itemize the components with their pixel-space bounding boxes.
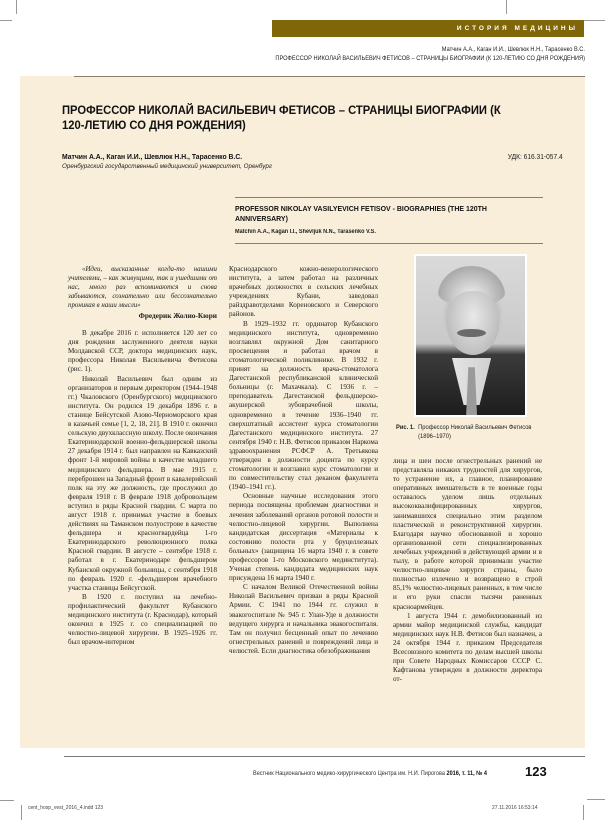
- udc-code: УДК: 616.31-057.4: [508, 152, 563, 161]
- running-head-title: ПРОФЕССОР НИКОЛАЙ ВАСИЛЬЕВИЧ ФЕТИСОВ – СТРАНИЦЫ БИОГРАФИИ (К 120-ЛЕТИЮ СО ДНЯ РОЖДЕНИЯ): [275, 55, 585, 62]
- paragraph: 1 августа 1944 г. демобилизованный из армии майор медицинской службы, кандидат медицинских наук Н.В. Фетисов был назначен, а 24 октября 1944 г. приказом Председателя Всесоюзного комитета по делам высшей школы при Совете Народных Комиссаров СССР С. Кафтанова утвержден в должности директора от-: [393, 611, 542, 684]
- journal-issue: 2016, т. 11, № 4: [446, 770, 487, 777]
- text-column-2: [229, 265, 378, 656]
- paragraph: С началом Великой Отечественной войны Николай Васильевич призван в ряды Красной Армии. С 1941 по 1944 гг. служил в эвакогоспитале № 945 г. Улан-Уде в должности ведущего хирурга и начальника эвакогоспиталя. Там он получил бесценный опыт по лечению огнестрельных ранений и повреждений лица и челюстей. Если диагностика обезображивания: [229, 583, 378, 655]
- page-number: 123: [525, 764, 547, 779]
- journal-name: Вестник Национального медико-хирургического Центра им. Н.И. Пирогова: [253, 770, 445, 777]
- epigraph-text: «Идеи, высказанные когда-то нашими учителями, – как живущими, так и ушедшими от нас, много раз вспоминаются и снова забываются, сознательно или бессознательно проникая в наши мысли»: [68, 266, 217, 309]
- crop-mark: [21, 805, 22, 820]
- section-band: ИСТОРИЯ МЕДИЦИНЫ: [272, 20, 584, 37]
- paragraph: Краснодарского кожно-венерологического института, а затем работал на различных врачебных должностях в сельских лечебных учреждениях Кубани, заведовал райздравотделами Кореновского и Северского районов.: [229, 265, 378, 319]
- epigraph-author: Фредерик Жолио-Кюри: [138, 311, 217, 320]
- divider: [74, 76, 585, 77]
- portrait-face: [447, 291, 499, 355]
- article-title-en: PROFESSOR NIKOLAY VASILYEVICH FETISOV - BIOGRAPHIES (THE 120TH ANNIVERSARY): [235, 204, 487, 223]
- print-slug-file: cent_hosp_vest_2016_4.indd 123: [28, 805, 104, 811]
- authors-en: Matchin A.A., Kagan I.I., Shevljuk N.N., Tarasenko V.S.: [235, 229, 376, 235]
- divider: [235, 197, 543, 198]
- figure-caption: [396, 424, 534, 441]
- print-slug-timestamp: 27.11.2016 16:53:14: [492, 805, 538, 811]
- crop-mark: [0, 800, 14, 801]
- portrait-image: [416, 256, 525, 415]
- paragraph: лица и шеи после огнестрельных ранений не представляла никаких трудностей для хирургов, то устранение их, а главное, планирование оперативных вмешательств в те военные годы оставалось уделом лишь отдельных высококвалифицированных хирургов, занимавшихся специально этим разделом пластической и реконструктивной хирургии. Благодаря научно обоснованной и хорошо организованной сети специализированных лечебных учреждений в действующей армии и в тылу, в работе которой принимали участие челюстно-лицевые хирурги страны, было полностью излечено и возвращено в строй 85,1% челюстно-лицевых раненных, в том числе и его руки спасли тысячи раненных красноармейцев.: [393, 457, 542, 611]
- figure-label: Рис. 1.: [396, 424, 415, 431]
- paragraph: В декабре 2016 г. исполняется 120 лет со дня рождения заслуженного деятеля науки Молдавской ССР, доктора медицинских наук, профессора Николая Васильевича Фетисова (рис. 1).: [68, 329, 217, 374]
- paragraph: Николай Васильевич был одним из организаторов и первым директором (1944–1948 гг.) Чкаловского (Оренбургского) медицинского института. Он родился 19 декабря 1896 г. в станице Бейсутской Азово-Черноморского края в казачьей семье [1, 2, 18, 21]. В 1910 г. окончил сельскую двухклассную школу. После окончания Екатеринодарской военно-фельдшерской школы 27 декабря 1914 г. был направлен на Кавказский фронт 1-й мировой войны в качестве младшего медицинского фельдшера. В мае 1915 г. переброшен на Западный фронт в кавалерийский полк на эту же должность, где прослужил до февраля 1918 г. В феврале 1918 добровольцем вступил в ряды Красной гвардии. С марта по август 1918 г. принимал участие в боевых действиях на Таманском полуострове в качестве фельдшера и красногвардейца 1-го Екатеринодарского революционного полка Красной гвардии. В августе – сентябре 1918 г. работал в г. Екатеринодаре фельдшером Кубанской окружной больницы, с сентября 1918 по февраль 1920 г. -фельдшером врачебного участка станицы Бейсугской.: [68, 374, 217, 592]
- paragraph: Основные научные исследования этого периода посвящены проблемам диагностики и лечения заболеваний органов ротовой полости и челюстно-лицевой хирургии. Выполнена кандидатская диссертация «Материалы к состоянию полости рта у бруцеллезных больных» (защищена 16 марта 1940 г. в совете профессоров 1-го Московского мединститута). Ученая степень кандидата медицинских наук присуждена 16 марта 1940 г.: [229, 492, 378, 583]
- authors-ru: Матчин А.А., Каган И.И., Шевлюк Н.Н., Тарасенко В.С.: [62, 152, 243, 161]
- figure-caption-text: Профессор Николай Васильевич Фетисов (1896–1970): [418, 424, 532, 440]
- paragraph: В 1920 г. поступил на лечебно-профилактический факультет Кубанского медицинского института (г. Краснодар), который окончил в 1925 г. со специализацией по челюстно-лицевой хирургии. В 1925–1926 гг. был врачом-интерном: [68, 592, 217, 647]
- portrait-moustache: [457, 329, 485, 337]
- paragraph: В 1929–1932 гг. ординатор Кубанского медицинского института, одновременно возглавлял окружной Дом санитарного просвещения и работал врачом в стоматологической поликлинике. В 1932 г. принят на должность врача-стоматолога Дагестанской республиканской клинической больницы (г. Махачкала). С 1936 г. – преподаватель Дагестанской фельдшерско-акушерской зубоврачебной школы, одновременно в течение 1936–1940 гг. сверхштатный ассистент курса стоматологии Дагестанского медицинского института. 27 сентября 1940 г. Н.В. Фетисов приказом Наркома здравоохранения РСФСР А. Третьякова утвержден в должности доцента по курсу стоматологии и возглавил курс стоматологии и по совместительству стал деканом факультета (1940–1941 гг.).: [229, 319, 378, 492]
- affiliation-ru: Оренбургский государственный медицинский университет, Оренбург: [62, 163, 272, 170]
- crop-mark: [583, 805, 584, 820]
- footer-divider: [64, 756, 585, 757]
- text-column-3: [393, 457, 542, 684]
- article-title-ru: ПРОФЕССОР НИКОЛАЙ ВАСИЛЬЕВИЧ ФЕТИСОВ – СТРАНИЦЫ БИОГРАФИИ (К 120-ЛЕТИЮ СО ДНЯ РОЖДЕНИЯ): [62, 103, 501, 132]
- journal-footer: [253, 770, 487, 777]
- divider: [235, 243, 543, 244]
- text-column-1: [68, 265, 217, 647]
- running-head: [275, 45, 585, 63]
- running-head-authors: Матчин А.А., Каган И.И., Шевлюк Н.Н., Тарасенко В.С.: [441, 46, 585, 53]
- portrait-photo: [414, 254, 527, 417]
- crop-mark: [16, 0, 17, 14]
- crop-mark: [506, 0, 507, 14]
- crop-mark: [587, 799, 605, 800]
- crop-mark: [0, 20, 12, 21]
